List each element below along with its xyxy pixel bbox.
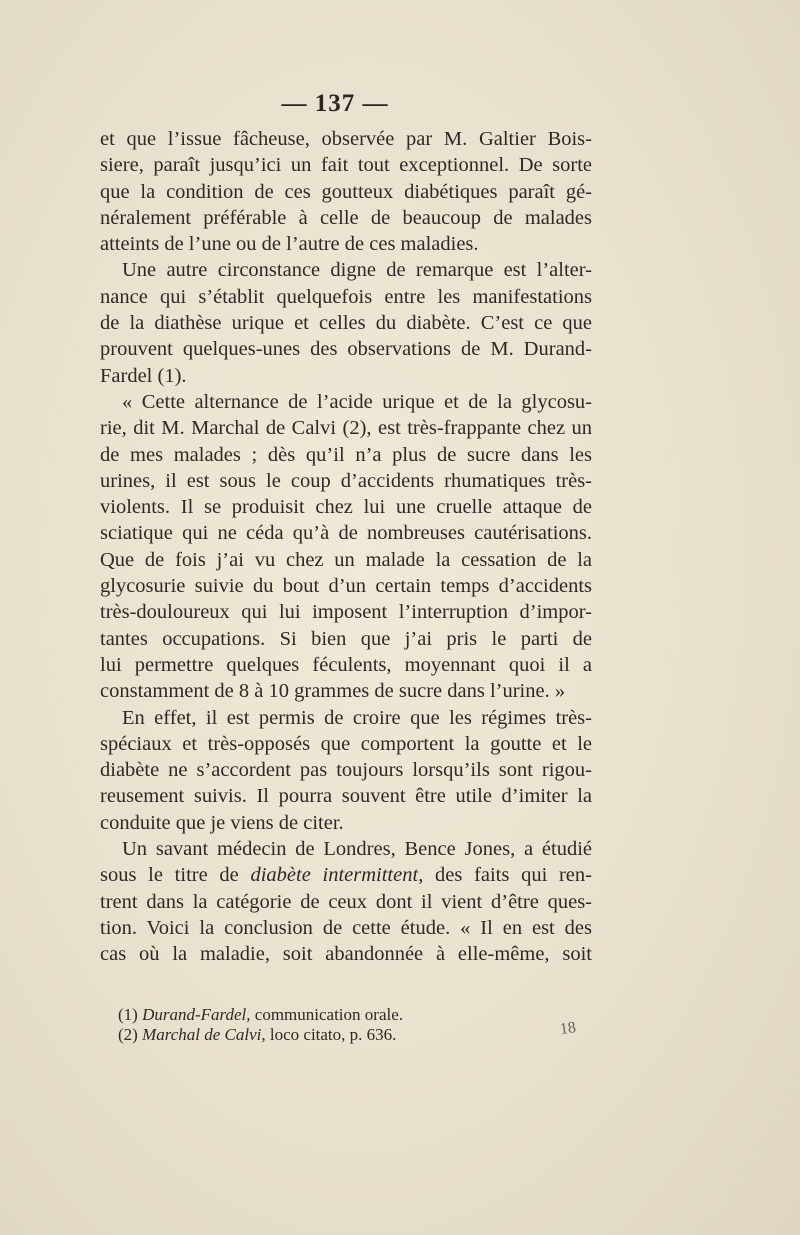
text-line: urines, il est sous le coup d’accidents rhumatiques très- (100, 469, 592, 492)
text-line: reusement suivis. Il pourra souvent être utile d’imiter la (100, 785, 592, 808)
text-line: sous le titre de diabète intermittent, des faits qui ren- (100, 864, 592, 887)
footnote (118, 1005, 598, 1025)
footnote-author: Marchal de Calvi, (142, 1025, 266, 1044)
text-line: très-douloureux qui lui imposent l’interruption d’impor- (100, 601, 592, 624)
text-line: nance qui s’établit quelquefois entre les manifestations (100, 285, 592, 308)
text-line: spéciaux et très-opposés que comportent la goutte et le (100, 732, 592, 755)
footnotes (118, 1005, 598, 1045)
text-line: tantes occupations. Si bien que j’ai pris le parti de (100, 627, 592, 650)
footnote-text: loco citato, p. 636. (269, 1025, 397, 1044)
page-number: — 137 — (281, 90, 389, 117)
text-line: de mes malades ; dès qu’il n’a plus de sucre dans les (100, 443, 592, 466)
footnote-text: communication orale. (254, 1005, 404, 1024)
text-line: néralement préférable à celle de beaucoup de malades (100, 206, 592, 229)
text-line: constamment de 8 à 10 grammes de sucre dans l’urine. » (100, 680, 566, 703)
text-line: rie, dit M. Marchal de Calvi (2), est très-frappante chez un (100, 417, 592, 440)
text-line: atteints de l’une ou de l’autre de ces maladies. (100, 233, 479, 256)
text-line: tion. Voici la conclusion de cette étude. « Il en est des (100, 916, 592, 939)
text-line: glycosurie suivie du bout d’un certain temps d’accidents (100, 575, 592, 598)
footnote (118, 1025, 598, 1045)
text-line: que la condition de ces goutteux diabétiques paraît gé- (100, 180, 592, 203)
text-line: Que de fois j’ai vu chez un malade la cessation de la (100, 548, 592, 571)
body-text (100, 126, 592, 968)
text-line: « Cette alternance de l’acide urique et de la glycosu- (122, 390, 592, 413)
text-line: conduite que je viens de citer. (100, 811, 344, 834)
text-line: et que l’issue fâcheuse, observée par M. Galtier Bois- (100, 128, 592, 150)
text-line: trent dans la catégorie de ceux dont il vient d’être ques- (100, 890, 592, 913)
italic-term: diabète intermittent (250, 864, 419, 887)
footnote-marker: (1) (118, 1005, 138, 1024)
text-line: Un savant médecin de Londres, Bence Jones, a étudié (122, 838, 592, 861)
text-line: violents. Il se produisit chez lui une cruelle attaque de (100, 496, 592, 519)
text-line: diabète ne s’accordent pas toujours lorsqu’ils sont rigou- (100, 759, 592, 782)
text-line: sciatique qui ne céda qu’à de nombreuses cautérisations. (100, 522, 592, 545)
text-line: prouvent quelques-unes des observations de M. Durand- (100, 338, 592, 361)
footnote-marker: (2) (118, 1025, 138, 1044)
text-line: En effet, il est permis de croire que les régimes très- (122, 706, 592, 729)
text-line: cas où la maladie, soit abandonnée à elle-même, soit (100, 943, 592, 966)
handwritten-margin-note: 18 (558, 1018, 578, 1039)
text-line: siere, paraît jusqu’ici un fait tout exceptionnel. De sorte (100, 154, 592, 177)
text-line: Fardel (1). (100, 364, 187, 387)
footnote-author: Durand-Fardel, (142, 1005, 251, 1024)
text-line: lui permettre quelques féculents, moyennant quoi il a (100, 653, 592, 676)
text-line: de la diathèse urique et celles du diabète. C’est ce que (100, 312, 592, 335)
text-line: Une autre circonstance digne de remarque est l’alter- (122, 259, 592, 282)
